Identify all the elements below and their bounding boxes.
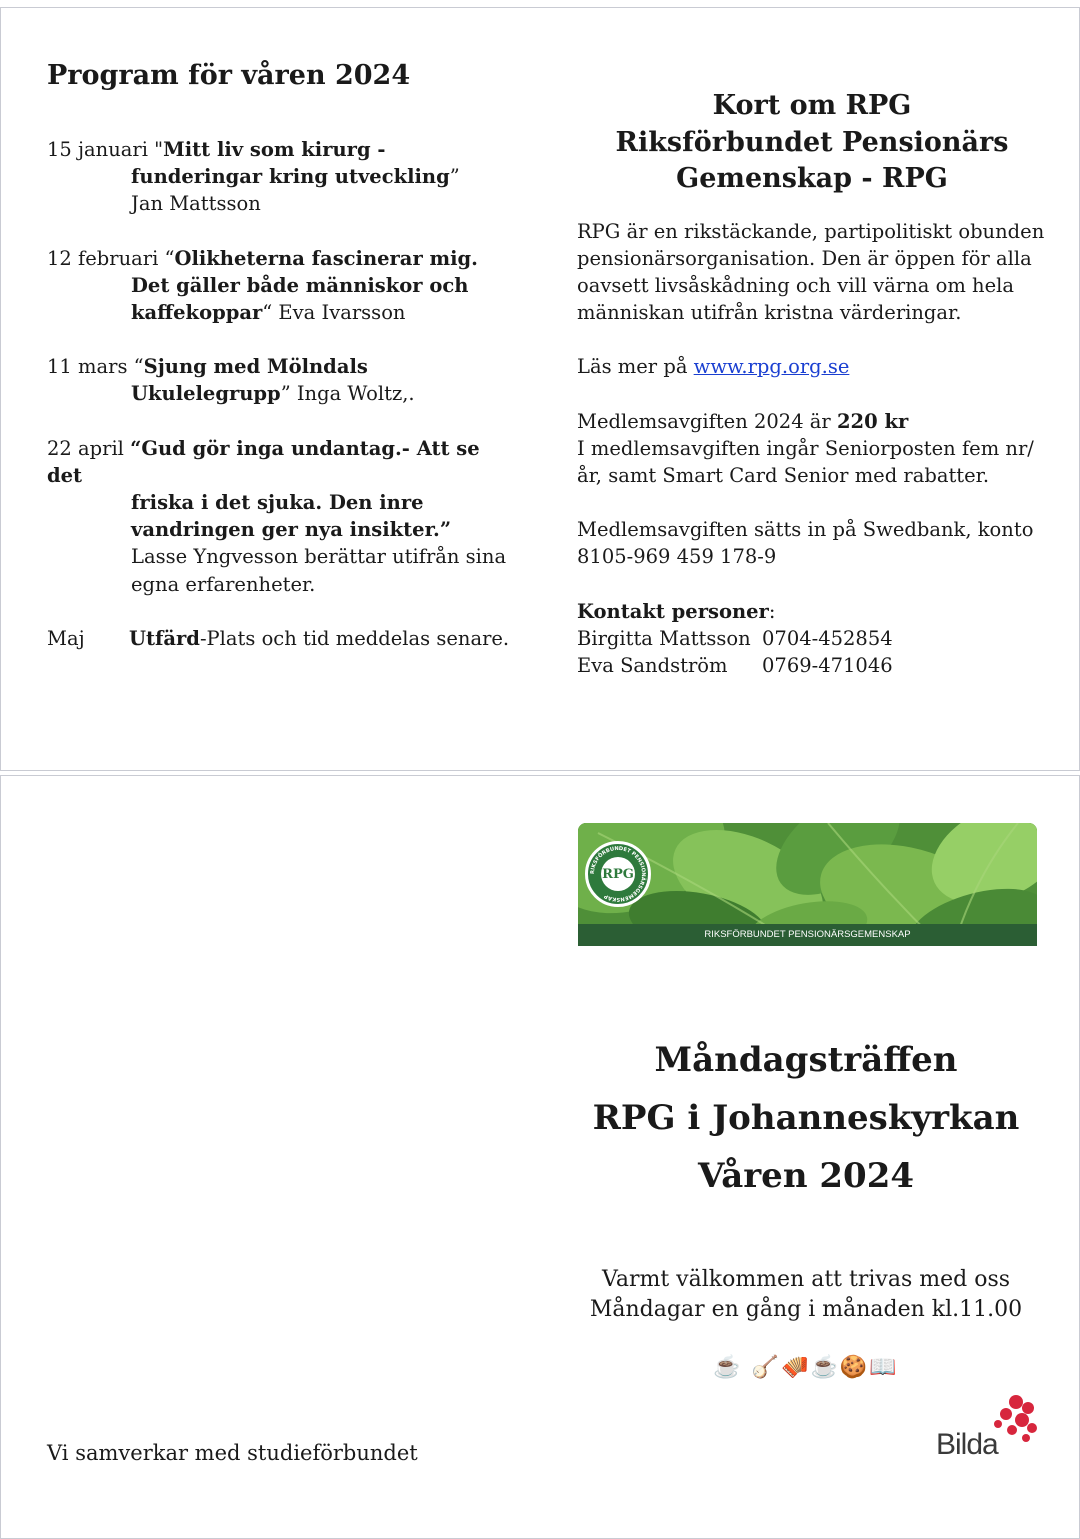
cover-title-line: RPG i Johanneskyrkan	[592, 1098, 1020, 1138]
event-february	[47, 245, 517, 327]
event-quote-close: ”	[449, 165, 460, 189]
bank-info: Medlemsavgiften sätts in på Swedbank, konto 8105-969 459 178-9	[577, 518, 1034, 569]
rpg-heading-line: Gemenskap - RPG	[676, 163, 948, 194]
bilda-logo-text: Bilda	[936, 1428, 998, 1461]
event-title-continued: vandringen ger nya insikter.”	[131, 518, 452, 542]
bilda-logo	[936, 1388, 1046, 1468]
welcome-text: Varmt välkommen att trivas med oss	[601, 1267, 1011, 1292]
schedule-text: Måndagar en gång i månaden kl.11.00	[589, 1297, 1023, 1322]
read-more-label: Läs mer på	[577, 355, 694, 379]
fee-includes: I medlemsavgiften ingår Seniorposten fem nr/år, samt Smart Card Senior med rabatter.	[577, 436, 1034, 487]
event-date: 12 februari “	[47, 246, 175, 270]
event-date: Maj	[47, 626, 85, 650]
rpg-logo-text: RPG	[601, 857, 635, 891]
contacts-colon: :	[768, 599, 776, 623]
page-inner-spread	[0, 7, 1080, 771]
event-title-continued: kaffekoppar	[131, 301, 263, 325]
event-title-continued: friska i det sjuka. Den inre	[131, 491, 424, 515]
event-april	[47, 435, 517, 598]
rpg-intro: RPG är en rikstäckande, partipolitiskt obunden pensionärsorganisation. Den är öppen för alla oavsett livsåskådning och vill värna om hela människan utifrån kristna värderingar.	[577, 219, 1045, 325]
rpg-heading-line: Kort om RPG	[712, 90, 912, 121]
contacts-heading	[577, 598, 1047, 625]
event-speaker: “ Eva Ivarsson	[262, 301, 406, 325]
event-text: -Plats och tid meddelas senare.	[199, 626, 510, 650]
contact-row	[577, 652, 1047, 679]
cooperation-text: Vi samverkar med studieförbundet	[47, 1441, 418, 1465]
banner-strip-text: RIKSFÖRBUNDET PENSIONÄRSGEMENSKAP	[578, 924, 1037, 946]
rpg-logo-ring-text: RIKSFÖRBUNDET PENSIONÄRSGEMENSKAP	[589, 845, 647, 903]
program-list	[47, 136, 517, 679]
rpg-heading	[577, 88, 1047, 198]
event-may	[47, 625, 517, 652]
event-title-continued: Ukulelegrupp	[131, 382, 281, 406]
contact-phone: 0704-452854	[762, 626, 893, 650]
event-january	[47, 136, 517, 218]
contact-row	[577, 625, 1047, 652]
decorative-icons: ☕ 🪕🪗☕🍪📖	[713, 1355, 899, 1380]
event-date: 22 april	[47, 436, 131, 460]
cover-welcome	[577, 1265, 1035, 1325]
cover-title-line: Våren 2024	[697, 1156, 915, 1196]
event-title-continued: Det gäller både människor och	[131, 273, 469, 297]
fee-amount: 220 kr	[836, 409, 909, 433]
event-speaker: Jan Mattsson	[131, 192, 261, 216]
contact-phone: 0769-471046	[762, 653, 893, 677]
program-title: Program för våren 2024	[47, 60, 411, 91]
event-speaker: Lasse Yngvesson berättar utifrån sina egna erfarenheter.	[131, 545, 507, 596]
event-description	[129, 625, 509, 652]
event-date: 11 mars “	[47, 355, 144, 379]
event-title: Mitt liv som kirurg -	[163, 138, 386, 161]
page-cover-spread	[0, 775, 1080, 1539]
rpg-logo	[585, 841, 651, 907]
contact-name: Eva Sandström	[577, 653, 728, 677]
rpg-banner-image	[578, 823, 1037, 946]
read-more	[577, 353, 1047, 380]
event-title: Utfärd	[129, 626, 200, 650]
contact-name: Birgitta Mattsson	[577, 626, 751, 650]
event-title: Olikheterna fascinerar mig.	[174, 246, 478, 270]
event-date: 15 januari "	[47, 138, 164, 161]
contacts	[577, 598, 1047, 680]
cover-title	[577, 1031, 1035, 1205]
contacts-label: Kontakt personer	[577, 599, 769, 623]
membership-fee	[577, 408, 1047, 490]
event-title: “Gud gör inga undantag.- Att se det	[47, 436, 480, 487]
fee-label: Medlemsavgiften 2024 är	[577, 409, 837, 433]
event-title-continued: funderingar kring utveckling	[131, 165, 450, 189]
cover-section	[577, 1031, 1035, 1380]
event-march	[47, 353, 517, 407]
event-title: Sjung med Mölndals	[143, 355, 368, 379]
cover-title-line: Måndagsträffen	[654, 1040, 958, 1080]
event-speaker: ” Inga Woltz,.	[280, 382, 415, 406]
rpg-info-section	[577, 88, 1047, 679]
website-link[interactable]: www.rpg.org.se	[693, 355, 850, 379]
rpg-heading-line: Riksförbundet Pensionärs	[615, 126, 1009, 158]
